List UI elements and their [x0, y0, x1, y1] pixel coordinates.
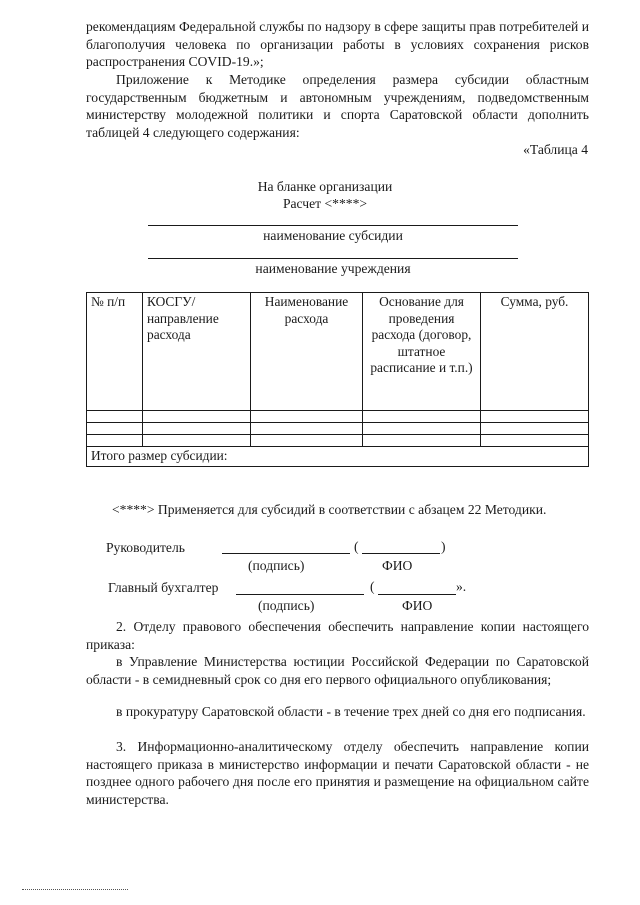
table-header-row — [87, 293, 589, 411]
table-cell — [87, 411, 143, 423]
subsidy-name-line — [148, 225, 518, 226]
table-cell — [481, 411, 589, 423]
header-kosgu: КОСГУ/направление расхода — [143, 293, 251, 411]
accountant-signature-line — [236, 594, 364, 595]
table-total-row — [87, 447, 589, 467]
head-label: Руководитель — [106, 540, 185, 555]
header-amount: Сумма, руб. — [481, 293, 589, 411]
table-cell — [143, 423, 251, 435]
head-signature-line — [222, 553, 350, 554]
total-label: Итого размер субсидии: — [87, 447, 589, 467]
footer-dotted-line — [22, 889, 128, 890]
table-cell — [143, 411, 251, 423]
accountant-name-caption: ФИО — [402, 598, 433, 613]
table-row — [87, 411, 589, 423]
table-cell — [143, 435, 251, 447]
footnote: <****> Применяется для субсидий в соответствии с абзацем 22 Методики. — [112, 502, 547, 517]
closing-quote: ». — [456, 579, 467, 594]
calculation-title: Расчет <****> — [282, 196, 368, 211]
table-cell — [251, 423, 363, 435]
head-name-open-paren: ( — [354, 539, 359, 554]
institution-name-line — [148, 258, 518, 259]
paragraph-2: 2. Отделу правового обеспечения обеспечить направление копии настоящего приказа: — [86, 619, 589, 652]
subsidy-name-caption: наименование субсидии — [263, 228, 403, 243]
head-name-caption: ФИО — [382, 558, 413, 573]
calculation-table — [86, 292, 589, 467]
header-basis: Основание для проведения расхода (договор, штатное расписание и т.п.) — [363, 293, 481, 411]
accountant-name-line — [378, 594, 456, 595]
accountant-signature-caption: (подпись) — [258, 598, 315, 613]
table-row — [87, 435, 589, 447]
head-name-close-paren: ) — [441, 539, 446, 554]
table-cell — [363, 423, 481, 435]
table-cell — [481, 435, 589, 447]
accountant-name-open-paren: ( — [370, 579, 375, 594]
table-row — [87, 423, 589, 435]
table-number-label: «Таблица 4 — [523, 142, 588, 157]
letterhead-note: На бланке организации — [257, 179, 393, 194]
table-cell — [87, 435, 143, 447]
head-name-line — [362, 553, 440, 554]
table-cell — [251, 411, 363, 423]
table-cell — [251, 435, 363, 447]
paragraph-2b: в прокуратуру Саратовской области - в течение трех дней со дня его подписания. — [116, 704, 586, 719]
paragraph-2a: в Управление Министерства юстиции Российской Федерации по Саратовской области - в семидневный срок со дня его первого официального опубликования; — [86, 654, 589, 687]
header-expense-name: Наименование расхода — [251, 293, 363, 411]
head-signature-caption: (подпись) — [248, 558, 305, 573]
intro-paragraph: рекомендациям Федеральной службы по надзору в сфере защиты прав потребителей и благополучия человека по организации работы в условиях сохранения рисков распространения COVID-19.»; — [86, 19, 589, 69]
table-cell — [363, 435, 481, 447]
table-cell — [363, 411, 481, 423]
paragraph-3: 3. Информационно-аналитическому отделу обеспечить направление копии настоящего приказа в министерство информации и печати Саратовской области - не позднее одного рабочего дня после его принятия и размещение на официальном сайте министерства. — [86, 739, 589, 807]
header-number: № п/п — [87, 293, 143, 411]
accountant-label: Главный бухгалтер — [108, 580, 219, 595]
institution-name-caption: наименование учреждения — [255, 261, 411, 276]
amendment-paragraph: Приложение к Методике определения размера субсидии областным государственным бюджетным и автономным учреждениям, подведомственным министерству молодежной политики и спорта Саратовской области дополнить таблицей 4 следующего содержания: — [86, 72, 589, 140]
table-cell — [481, 423, 589, 435]
table-cell — [87, 423, 143, 435]
